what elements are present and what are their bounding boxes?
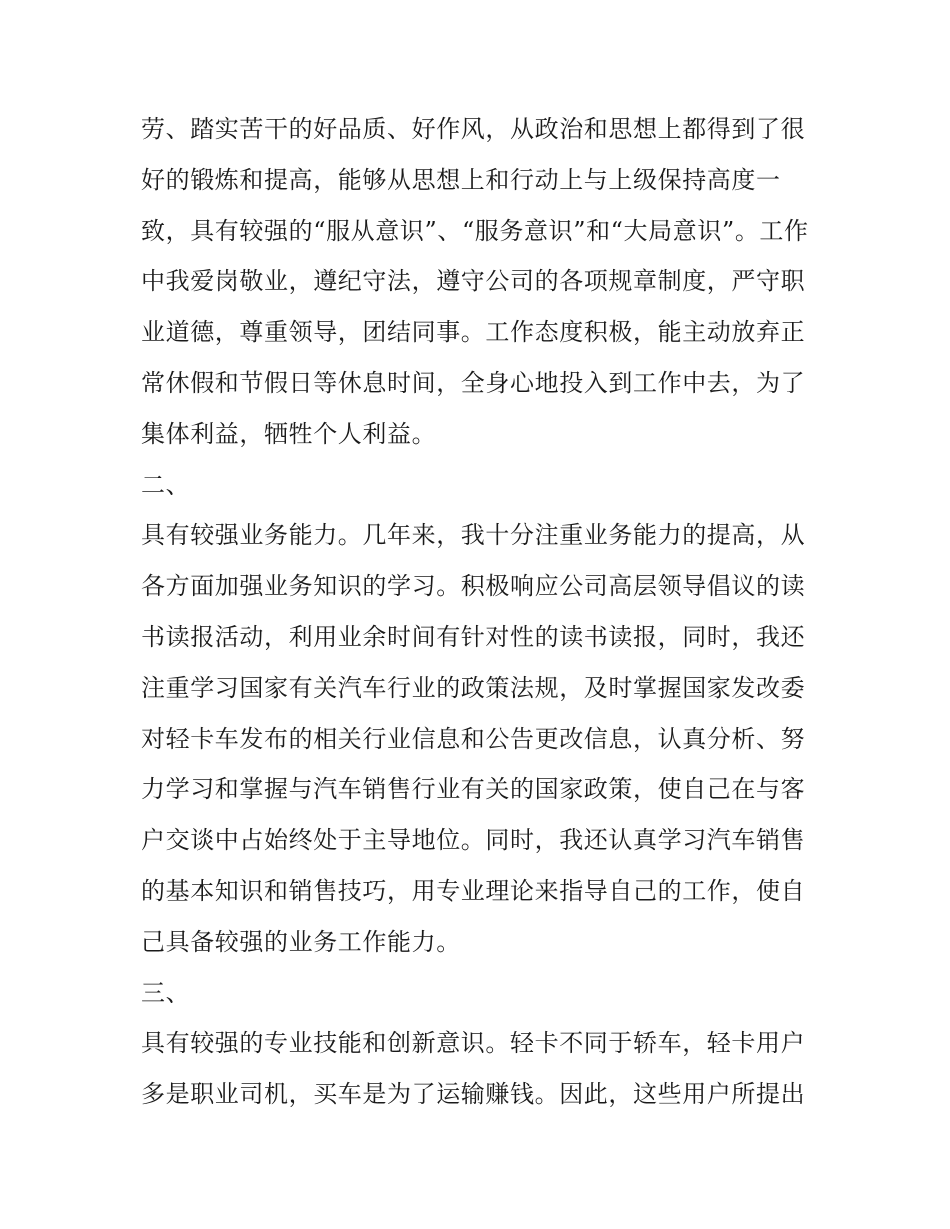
text-line: 致，具有较强的“服从意识”、“服务意识”和“大局意识”。工作	[141, 216, 809, 245]
text-line: 各方面加强业务知识的学习。积极响应公司高层领导倡议的读	[141, 572, 806, 601]
text-line: 力学习和掌握与汽车销售行业有关的国家政策，使自己在与客	[141, 775, 806, 804]
text-line: 对轻卡车发布的相关行业信息和公告更改信息，认真分析、努	[141, 724, 806, 753]
text-line: 具有较强业务能力。几年来，我十分注重业务能力的提高，从	[141, 521, 806, 550]
text-line: 具有较强的专业技能和创新意识。轻卡不同于轿车，轻卡用户	[141, 1029, 806, 1058]
text-line: 中我爱岗敬业，遵纪守法，遵守公司的各项规章制度，严守职	[141, 267, 806, 296]
text-line: 集体利益，牺牲个人利益。	[141, 419, 437, 448]
document-body-text	[141, 104, 821, 1120]
text-line: 户交谈中占始终处于主导地位。同时，我还认真学习汽车销售	[141, 826, 806, 855]
text-line: 业道德，尊重领导，团结同事。工作态度积极，能主动放弃正	[141, 318, 806, 347]
text-line: 注重学习国家有关汽车行业的政策法规，及时掌握国家发改委	[141, 673, 806, 702]
text-line: 好的锻炼和提高，能够从思想上和行动上与上级保持高度一	[141, 165, 781, 194]
text-line: 的基本知识和销售技巧，用专业理论来指导自己的工作，使自	[141, 876, 806, 905]
section-heading: 二、	[141, 470, 191, 499]
text-line: 多是职业司机，买车是为了运输赚钱。因此，这些用户所提出	[141, 1080, 806, 1109]
text-line: 己具备较强的业务工作能力。	[141, 927, 461, 956]
section-heading: 三、	[141, 978, 191, 1007]
text-line: 常休假和节假日等休息时间，全身心地投入到工作中去，为了	[141, 368, 806, 397]
text-line: 劳、踏实苦干的好品质、好作风，从政治和思想上都得到了很	[141, 115, 806, 143]
text-line: 书读报活动，利用业余时间有针对性的读书读报，同时，我还	[141, 622, 806, 651]
